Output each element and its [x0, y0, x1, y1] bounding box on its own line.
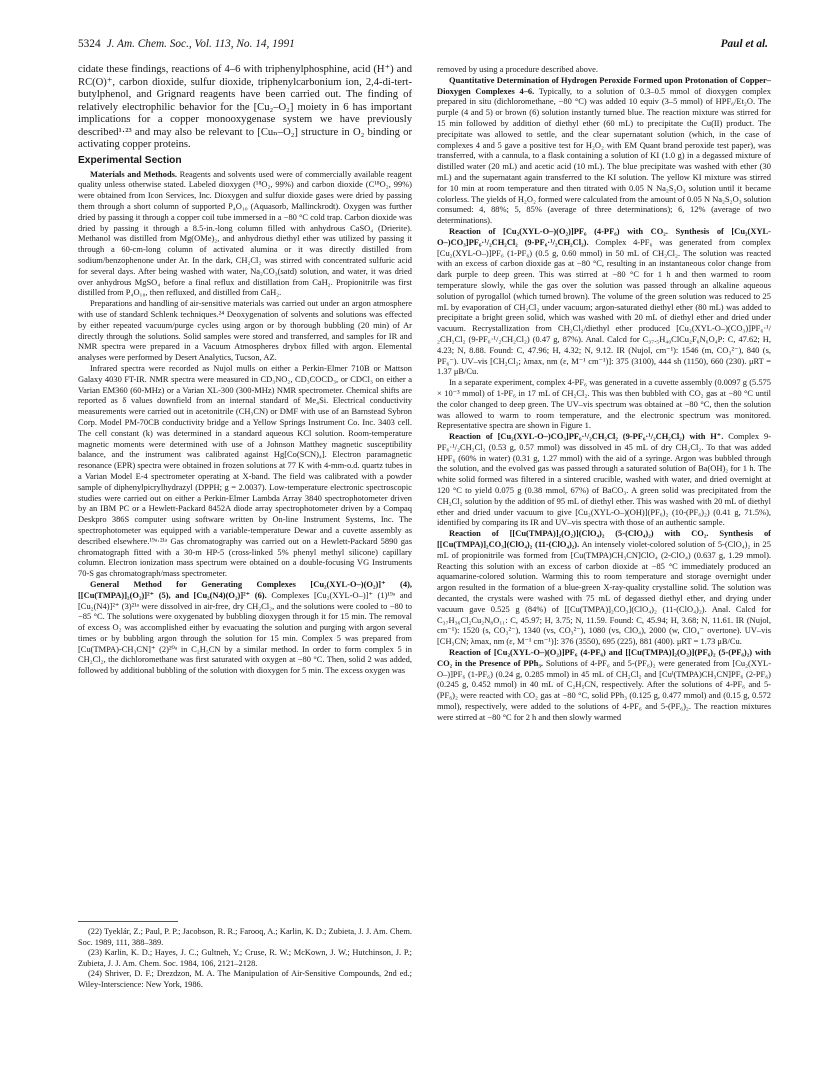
continued-paragraph: removed by using a procedure described above.	[437, 64, 598, 74]
run-in-heading: Quantitative Determination of Hydrogen Peroxide Formed upon Protonation of Copper–Dioxygen Complexes 4–6.	[437, 74, 771, 96]
materials-paragraph	[78, 169, 412, 299]
reaction-pph3-paragraph	[437, 647, 771, 723]
reference-23: (23) Karlin, K. D.; Hayes, J. C.; Gultneh, Y.; Cruse, R. W.; McKown, J. W.; Hutchinson, J. P.; Zubieta, J. J. Am. Chem. Soc. 1984, 106, 2121–2128.	[78, 948, 412, 968]
journal-name: J. Am. Chem. Soc., Vol. 113, No. 14, 1991	[106, 38, 295, 50]
reaction-tmpa-paragraph	[437, 528, 771, 647]
author-header: Paul et al.	[720, 38, 768, 50]
journal-citation	[78, 38, 295, 50]
run-in-heading: General Method for Generating Complexes [Cu₂(XYL-O–)(O₂)]⁺ (4), [[Cu(TMPA)]₂(O₂)]²⁺ (5), and [Cu₂(N4)(O₂)]²⁺ (6).	[78, 578, 412, 600]
paragraph-text: Complex 9-PF₆·¹/₂CH₂Cl₂ (0.53 g, 0.57 mmol) was dissolved in 45 mL of dry CH₂Cl₂. To that was added HPF₆ (60% in water) (0.31 g, 1.27 mmol) with the aid of a syringe. Argon was bubbled through the solution, and the evolved gas was passed through a saturated solution of Ba(OH)₂ for 1 h. The white solid formed was filtered in a sintered crucible, washed with water, and dried overnight at 120 °C to yield 0.075 g (0.38 mmol, 67%) of BaCO₃. A green solid was precipitated from the CH₂Cl₂ solution by the addition of 95 mL of diethyl ether. This was washed with 20 mL of diethyl ether and dried under vacuum to give [Cu₂(XYL-O–)(OH)](PF₆)₂ (10-(PF₆)₂) (0.41 g, 71.5%), identified by comparing its IR and UV–vis spectra with those of an authentic sample.	[437, 431, 772, 528]
left-column	[78, 64, 412, 676]
right-column	[437, 64, 771, 723]
intro-paragraph: cidate these findings, reactions of 4–6 with triphenylphosphine, acid (H⁺) and RC(O)⁺, carbon dioxide, sulfur dioxide, triphenylcarbonium ion, 2,4-di-tert-butylphenol, and Grignard reagents have been carried out. The finding of relatively electrophilic behavior for the [Cu₂–O₂] moiety in 6 has important implications for a copper monooxygenase system we have previously described¹·²³ and may also be relevant to [Cuₙ–O₂] structure in O₂ binding or activating copper proteins.	[78, 64, 412, 151]
cuvette-paragraph: In a separate experiment, complex 4-PF₆ was generated in a cuvette assembly (0.0097 g (5.575 × 10⁻³ mmol) of 1-PF₆ in 17 mL of CH₂Cl₂. This was then bubbled with CO₂ gas at −80 °C until the color changed to deep green. The UV–vis spectrum was obtained at −80 °C, then the solution was allowed to warm to room temperature, and the electronic spectrum was monitored. Representative spectra are shown in Figure 1.	[437, 377, 771, 431]
page-number: 5324	[78, 38, 101, 50]
paragraph-text: Reagents and solvents used were of commercially available reagent quality unless otherwise stated. Labeled dioxygen (¹⁸O₂, 99%) and carbon dioxide (C¹⁸O₂, 99%) were obtained from Icon Services, Inc. Dioxygen and sulfur dioxide gases were dried by passing them through a short column of supported P₄O₁₀ (Aquasorb, Mallinckrodt). Oxygen was further dried by passing it through a copper coil tube immersed in a −80 °C cold trap. Carbon dioxide was dried by passing it through a 8.5-in.-long column filled with anhydrous CaSO₄ (Drierite). Methanol was distilled from Mg(OMe)₂, and anhydrous diethyl ether was utilized by passing it through a 60-cm-long column of activated alumina or it was directly distilled from sodium/benzophenone under Ar. In the dark, CH₂Cl₂ was stirred with concentrated sulfuric acid for several days. After being washed with water, Na₂CO₃(satd) solution, and water, it was dried over anhydrous MgSO₄ before a final reflux and distillation from CaH₂. Propionitrile was first distilled from P₄O₁₀, then refluxed, and distilled from CaH₂.	[78, 168, 412, 298]
paragraph-text: Complexes [Cu₂(XYL-O–)]⁺ (1)¹⁹ᵃ and [Cu₂(N4)]²⁺ (3)²¹ᵃ were dissolved in air-free, dry CH₂Cl₂, and the solutions were cooled to −80 to −85 °C. The solutions were oxygenated by bubbling dioxygen through it for 15 min. The removal of excess O₂ was accomplished either by evacuating the solution and purging with argon several times or by bubbling argon through the solution for 15 min. Complex 5 was prepared from [Cu(TMPA)-CH₃CN]⁺ (2)²⁰ᵃ in C₂H₅CN by a similar method. In order to form complex 5 in CH₂Cl₂, the dichloromethane was first saturated with oxygen at −80 °C. Then, solid 2 was added, followed by additional bubbling of the solution with dioxygen for 5 min. The excess oxygen was	[78, 589, 412, 676]
paragraph-text: Solutions of 4-PF₆ and 5-(PF₆)₂ were generated from [Cu₂(XYL-O–)]PF₆ (1-PF₆) (0.24 g, 0.285 mmol) in 45 mL of CH₂Cl₂ and [Cuᴵ(TMPA)CH₃CN]PF₆ (2-PF₆) (0.245 g, 0.452 mmol) in 40 mL of C₂H₅CN, respectively. After the solutions of 4-PF₆ and 5-(PF₆)₂ were reacted with CO₂ gas at −80 °C, solid PPh₃ (0.125 g, 0.477 mmol) and (0.15 g, 0.572 mmol), respectively, were added to the solutions of 4-PF₆ and 5-(PF₆)₂. The reaction mixtures were stirred at −80 °C for 2 h and then slowly warmed	[437, 657, 772, 722]
reaction-co2-paragraph	[437, 226, 771, 377]
run-in-heading: Materials and Methods.	[90, 168, 178, 179]
running-header	[78, 38, 768, 56]
run-in-heading: Reaction of [Cu₂(XYL-O–)(O₂)]PF₆ (4-PF₆) with CO₂. Synthesis of [Cu₂(XYL-O–)CO₃]PF₆·¹/₂CH₂Cl₂ (9-PF₆·¹/₂CH₂Cl₂).	[437, 225, 771, 247]
general-method-paragraph	[78, 579, 412, 676]
quantitative-paragraph	[437, 75, 771, 226]
preparations-paragraph: Preparations and handling of air-sensitive materials was carried out under an argon atmosphere with use of standard Schlenk techniques.²⁴ Deoxygenation of solvents and solutions was effected by either repeated vacuum/purge cycles using argon or by thorough bubbling (20 min) of Ar directly through the solutions. Solid samples were stored and transferred, and samples for IR and NMR spectra were prepared in a Vacuum Atmospheres drybox filled with argon. Elemental analyses were performed by Desert Analytics, Tucson, AZ.	[78, 298, 412, 363]
paragraph-text: Typically, to a solution of 0.3–0.5 mmol of dioxygen complex prepared in situ (dichloromethane, −80 °C) was added 10 equiv (3–5 mmol) of HPF₆/Et₂O. The purple (4 and 5) or brown (6) solution instantly turned blue. The reaction mixture was stirred for 15 min followed by addition of diethyl ether (60 mL) to precipitate the Cu(II) product. The precipitate was allowed to settle, and the clear supernatant solution (which, in the case of complexes 4 and 5 gave a positive test for H₂O₂ with EM Quant brand peroxide test paper), was transferred, with a cannula, to a flask containing a solution of KI (1.0 g) in a degassed mixture of distilled water (20 mL) and acetic acid (10 mL). The blue precipitate was washed with ether (30 mL) and the supernatant again transferred to the KI solution. The yellow KI mixture was stirred for 10 min at room temperature and then titrated with 0.05 N Na₂S₂O₃ solution until it became colorless. The yields of H₂O₂ formed were calculated from the amount of 0.05 N Na₂S₂O₃ solution consumed: 4, 88%; 5, 85% (average of three determinations); 6, 12% (average of two determinations).	[437, 85, 771, 226]
run-in-heading: Reaction of [Cu₂(XYL-O–)CO₃]PF₆·¹/₂CH₂Cl₂ (9-PF₆·¹/₂CH₂Cl₂) with H⁺.	[449, 431, 724, 442]
reference-22: (22) Tyeklár, Z.; Paul, P. P.; Jacobson, R. R.; Farooq, A.; Karlin, K. D.; Zubieta, J. J. Am. Chem. Soc. 1989, 111, 388–389.	[78, 927, 412, 947]
footnotes	[78, 927, 412, 991]
reaction-h-paragraph	[437, 431, 771, 528]
section-heading: Experimental Section	[78, 154, 182, 166]
paragraph-text: An intensely violet-colored solution of 5-(ClO₄)₂ in 25 mL of propionitrile was formed from [Cu(TMPA)CH₃CN]ClO₄ (2-ClO₄) (0.637 g, 1.29 mmol). Reacting this solution with an excess of carbon dioxide at −85 °C immediately produced an aquamarine-colored solution. Warming this to room temperature and storage overnight under argon resulted in the formation of a blue-green X-ray-quality crystalline solid. The solution was decanted, the crystals were washed with 75 mL of degassed diethyl ether, and drying under vacuum gave 0.525 g (84%) of [[Cu(TMPA)]₂CO₃](ClO₄)₂ (11-(ClO₄)₂). Anal. Calcd for C₃₇H₃₆Cl₂Cu₂N₈O₁₁: C, 45.97; H, 3.75; N, 11.59. Found: C, 45.94; H, 3.68; N, 11.61. IR (Nujol, cm⁻¹): 1520 (s, CO₃²⁻), 1340 (vs, CO₃²⁻), 1080 (vs, ClO₄), 2000 (w, ClO₄⁻ overtone). UV–vis [CH₃CN; λmax, nm (ε, M⁻¹ cm⁻¹)]: 376 (3550), 695 (225), 881 (400). μRT = 1.73 μB/Cu.	[437, 539, 771, 647]
reference-24: (24) Shriver, D. F.; Drezdzon, M. A. The Manipulation of Air-Sensitive Compounds, 2nd ed.; Wiley-Interscience: New York, 1986.	[78, 969, 412, 989]
paragraph-text: Complex 4-PF₆ was generated from complex [Cu₂(XYL-O–)]PF₆ (1-PF₆) (0.5 g, 0.60 mmol) in 50 mL of CH₂Cl₂. The solution was reacted with an excess of carbon dioxide gas at −80 °C, resulting in an instantaneous color change from dark purple to deep green. This was stirred at −80 °C for 1 h and then warmed to room temperature slowly, while the gas over the solution was passed through an alkaline aqueous solution of pyrogallol (which turned brown). The volume of the green solution was reduced to 25 mL by evaporation of CH₂Cl₂ under vacuum; argon-saturated diethyl ether (80 mL) was added to precipitate a bright green solid, which was washed with 20 mL of diethyl ether and dried under vacuum. Recrystallization from CH₂Cl₂/diethyl ether produced [Cu₂(XYL-O–)(CO₃)]PF₆·¹/₂CH₂Cl₂ (9-PF₆·¹/₂CH₂Cl₂) (0.47 g, 87%). Anal. Calcd for C₃₇.₅H₄₀ClCu₂F₆N₆O₄P: C, 47.62; H, 4.23; N, 8.88. Found: C, 47.96; H, 4.32; N, 9.12. IR (Nujol, cm⁻¹): 1546 (m, CO₃²⁻), 840 (s, PF₆⁻). UV–vis [CH₂Cl₂; λmax, nm (ε, M⁻¹ cm⁻¹)]: 375 (3100), 444 sh (1150), 660 (230). μRT = 1.37 μB/Cu.	[437, 236, 771, 377]
run-in-heading: Reaction of [Cu₂(XYL-O–)(O₂)]PF₆ (4-PF₆) and [[Cu(TMPA)]₂(O₂)](PF₆)₂ (5-(PF₆)₂) with CO₂ in the Presence of PPh₃.	[437, 647, 771, 668]
instrumentation-paragraph: Infrared spectra were recorded as Nujol mulls on either a Perkin-Elmer 710B or Mattson Galaxy 4030 FT-IR. NMR spectra were measured in CD₃NO₂, CD₃COCD₃, or CDCl₃ on either a Varian EM360 (60-MHz) or a Varian XL-300 (300-MHz) NMR spectrometer. Chemical shifts are reported as δ values downfield from an internal standard of Me₄Si. Electrical conductivity measurements were carried out in acetonitrile (CH₃CN) or DMF with use of an Barnstead Sybron Corp. Model PM-70CB conductivity bridge and a Yellow Springs Instrument Co. Inc. 3403 cell. The cell constant (k) was determined in a standard aqueous KCl solution. Room-temperature magnetic moments were determined with use of a Johnson Matthey magnetic susceptibility balance, and the instrument was calibrated against Hg[Co(SCN)₄]. Electron paramagnetic resonance (EPR) spectra were obtained in frozen solutions at 77 K with 4-mm-o.d. quartz tubes in a Varian Model E-4 spectrometer operating at X-band. The field was calibrated with a powder sample of diphenylpicrylhydrazyl (DPPH; g = 2.0037). Low-temperature electronic spectroscopic studies were carried out on either a Perkin-Elmer Lambda Array 3840 spectrophotometer driven by an IBM PC or a Hewlett-Packard 8452A diode array spectrophotometer driven by a Compaq Deskpro 386S computer using software written by On-line Instrument Systems, Inc. The spectrophotometer was equipped with a variable-temperature Dewar and a cuvette assembly as described elsewhere.¹⁹ᵃ·²¹ᵃ Gas chromatography was carried out on a Hewlett-Packard 5890 gas chromatograph fitted with a 30-m HP-5 (cross-linked 5% phenyl methyl silicone) capillary column. Electron ionization mass spectrum were obtained on a double-focusing VG Instruments 70-S gas chromatograph/mass spectrometer.	[78, 362, 412, 579]
footnote-rule	[78, 921, 178, 922]
run-in-heading: Reaction of [[Cu(TMPA)]₂(O₂)](ClO₄)₂ (5-(ClO₄)₂) with CO₂. Synthesis of [[Cu(TMPA)]₂CO₃](ClO₄)₂ (11-(ClO₄)₂).	[437, 528, 771, 550]
